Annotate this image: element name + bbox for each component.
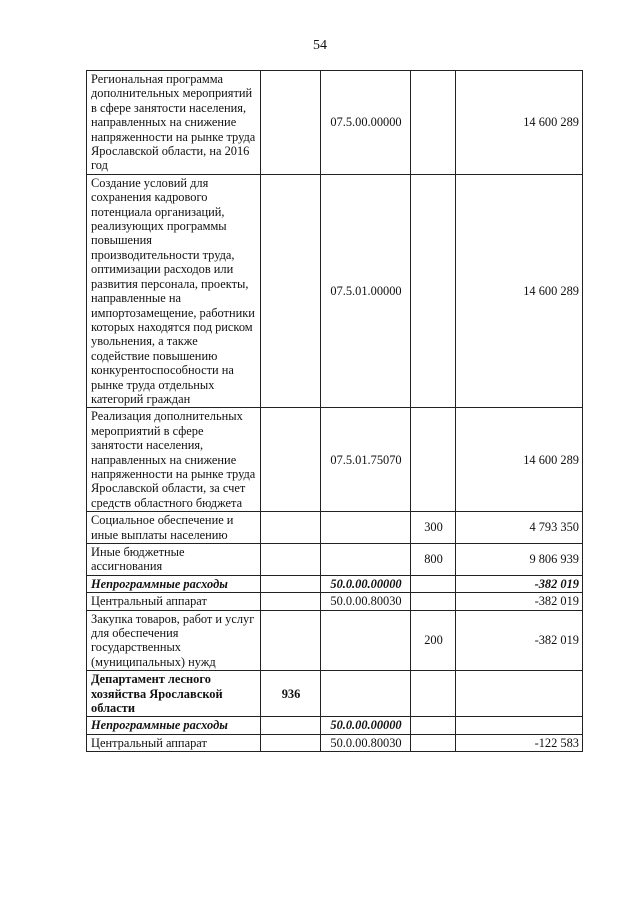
table-row: [87, 593, 583, 610]
row-name: Центральный аппарат: [87, 734, 261, 751]
row-amount: -122 583: [456, 734, 583, 751]
row-target-code: [321, 671, 411, 717]
row-amount: 14 600 289: [456, 408, 583, 512]
budget-table: [86, 70, 583, 752]
row-name: Реализация дополнительных мероприятий в сфере занятости населения, направленных на снижение напряженности на рынке труда Ярославской области, за счет средств областного бюджета: [87, 408, 261, 512]
row-name: Департамент лесного хозяйства Ярославской области: [87, 671, 261, 717]
row-expense-type: [411, 408, 456, 512]
table-row: [87, 734, 583, 751]
row-expense-type: [411, 717, 456, 734]
row-amount: 4 793 350: [456, 512, 583, 544]
row-target-code: 50.0.00.00000: [321, 717, 411, 734]
row-dept-code: [261, 544, 321, 576]
row-amount: -382 019: [456, 575, 583, 592]
row-name: Иные бюджетные ассигнования: [87, 544, 261, 576]
row-expense-type: 300: [411, 512, 456, 544]
row-name: Центральный аппарат: [87, 593, 261, 610]
row-target-code: 50.0.00.00000: [321, 575, 411, 592]
row-expense-type: 800: [411, 544, 456, 576]
table-row: [87, 610, 583, 671]
row-target-code: 07.5.01.75070: [321, 408, 411, 512]
table-row: [87, 544, 583, 576]
row-expense-type: [411, 71, 456, 175]
row-name: Создание условий для сохранения кадрового потенциала организаций, реализующих программы повышения производительности труда, оптимизации расходов или развития персонала, проекты, направленные на импортозамещение, работники которых находятся под риском увольнения, а также содействие повышению конкурентоспособности на рынке труда отдельных категорий граждан: [87, 174, 261, 408]
row-dept-code: [261, 734, 321, 751]
table-row: [87, 512, 583, 544]
row-dept-code: [261, 610, 321, 671]
row-expense-type: 200: [411, 610, 456, 671]
row-target-code: 07.5.01.00000: [321, 174, 411, 408]
row-target-code: 50.0.00.80030: [321, 593, 411, 610]
row-target-code: 50.0.00.80030: [321, 734, 411, 751]
row-expense-type: [411, 671, 456, 717]
row-name: Региональная программа дополнительных мероприятий в сфере занятости населения, направленных на снижение напряженности на рынке труда Ярославской области, на 2016 год: [87, 71, 261, 175]
row-dept-code: [261, 575, 321, 592]
table-row: [87, 408, 583, 512]
row-expense-type: [411, 174, 456, 408]
table-row: [87, 671, 583, 717]
row-amount: 14 600 289: [456, 174, 583, 408]
row-target-code: [321, 610, 411, 671]
row-amount: -382 019: [456, 610, 583, 671]
row-amount: 9 806 939: [456, 544, 583, 576]
row-amount: -382 019: [456, 593, 583, 610]
row-dept-code: [261, 71, 321, 175]
row-target-code: [321, 544, 411, 576]
table-row: [87, 174, 583, 408]
page-number: 54: [313, 38, 327, 53]
table-row: [87, 71, 583, 175]
row-name: Непрограммные расходы: [87, 717, 261, 734]
row-dept-code: [261, 408, 321, 512]
row-dept-code: 936: [261, 671, 321, 717]
row-expense-type: [411, 593, 456, 610]
row-dept-code: [261, 593, 321, 610]
row-expense-type: [411, 575, 456, 592]
row-dept-code: [261, 174, 321, 408]
row-name: Социальное обеспечение и иные выплаты населению: [87, 512, 261, 544]
row-dept-code: [261, 512, 321, 544]
row-dept-code: [261, 717, 321, 734]
row-amount: 14 600 289: [456, 71, 583, 175]
row-name: Непрограммные расходы: [87, 575, 261, 592]
table-row: [87, 575, 583, 592]
row-amount: [456, 671, 583, 717]
row-expense-type: [411, 734, 456, 751]
row-amount: [456, 717, 583, 734]
table-row: [87, 717, 583, 734]
row-target-code: 07.5.00.00000: [321, 71, 411, 175]
row-name: Закупка товаров, работ и услуг для обеспечения государственных (муниципальных) нужд: [87, 610, 261, 671]
row-target-code: [321, 512, 411, 544]
